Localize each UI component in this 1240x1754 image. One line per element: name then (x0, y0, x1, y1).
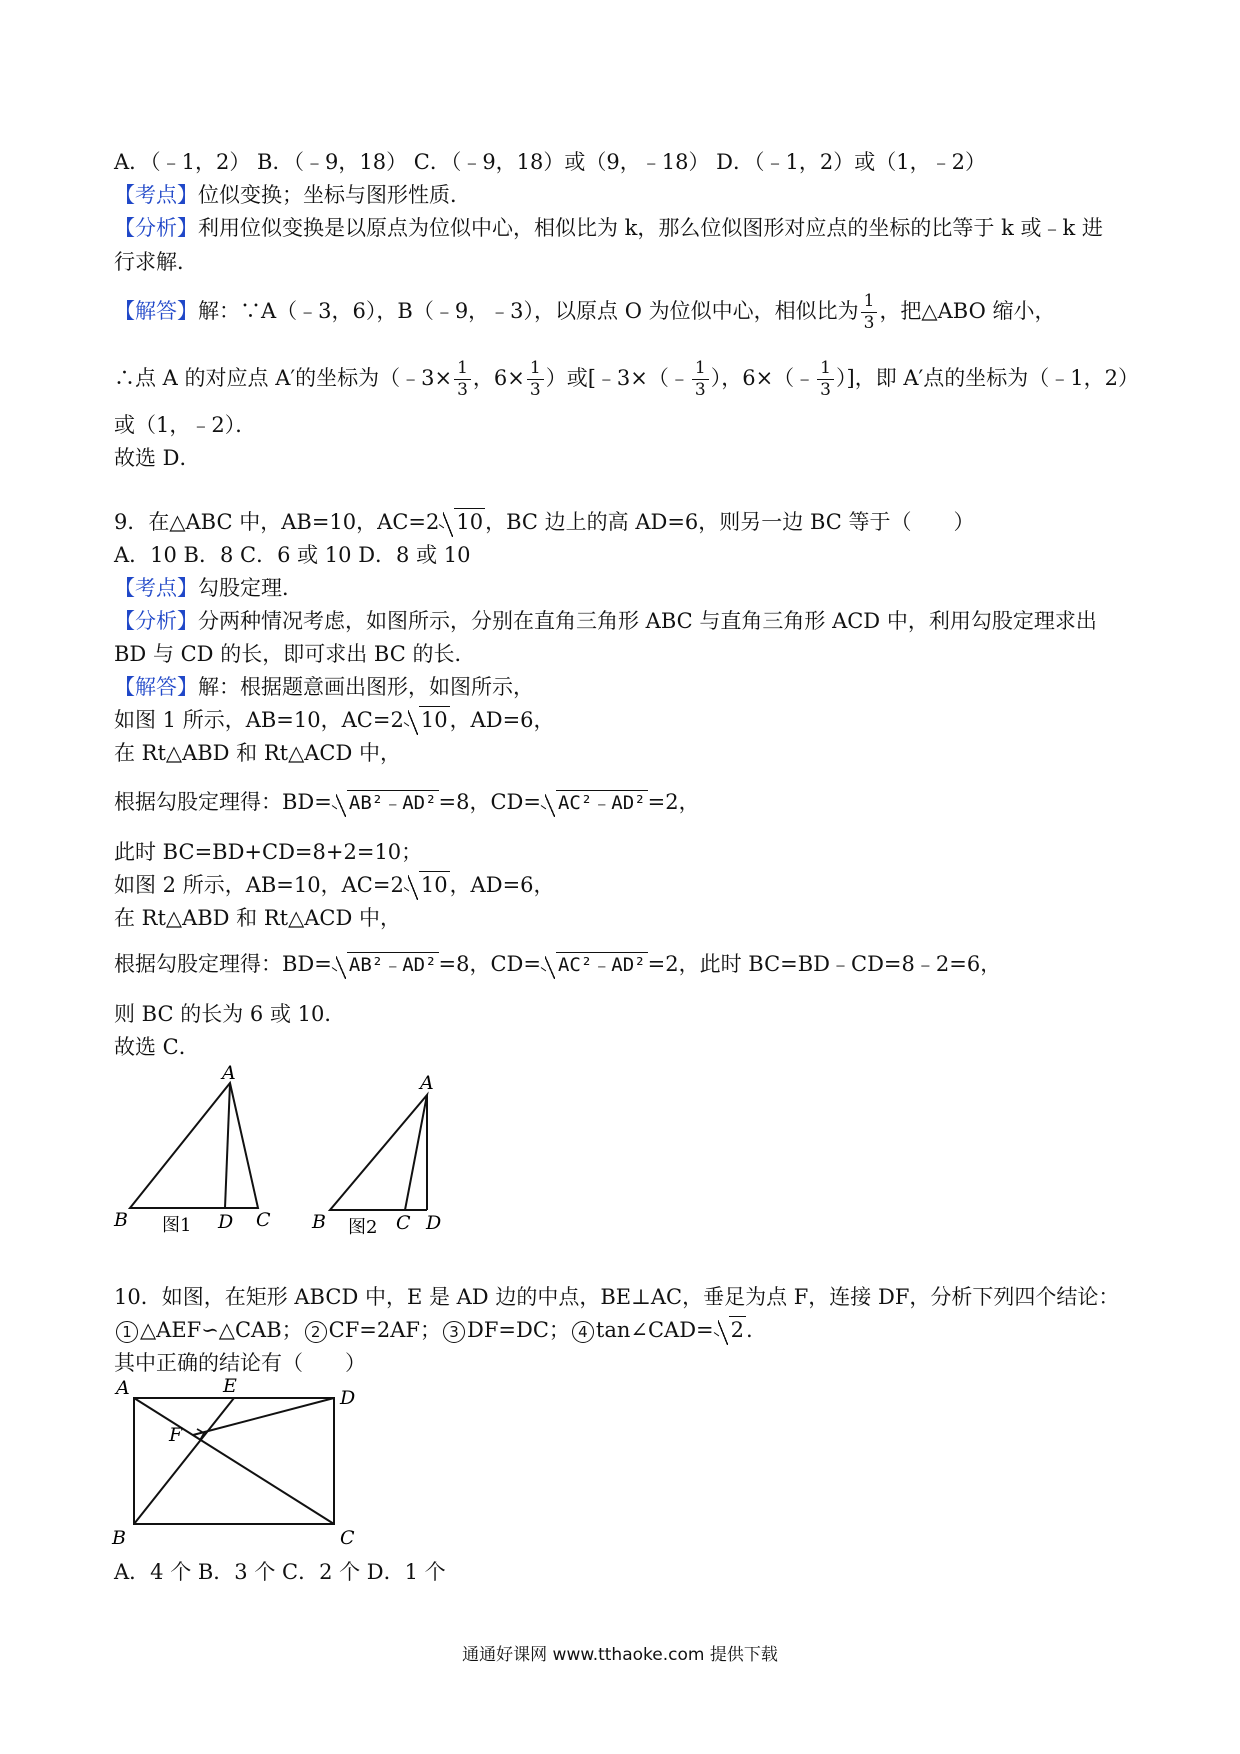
q9-calc2 (114, 952, 1001, 977)
q9-stem-b: ，BC 边上的高 AD=6，则另一边 BC 等于（ ） (485, 510, 975, 534)
q9-fenxi-tag: 【分析】 (114, 609, 198, 633)
q8-coord-d: ），6×（﹣ (710, 366, 816, 390)
fraction-one-third: $\frac{1}{3}$ (861, 293, 878, 332)
q9-fig1-given (114, 708, 555, 733)
q8-jieda-text-end: ，把△ABO 缩小， (879, 299, 1056, 323)
q9-stem-a: 9．在△ABC 中，AB=10，AC=2 (114, 510, 440, 534)
figure-1 (130, 1083, 258, 1208)
q9-kaodian-text: 勾股定理． (198, 576, 303, 600)
q9-figures (100, 1065, 460, 1245)
q9-jieda-text: 解：根据题意画出图形，如图所示， (198, 675, 534, 699)
q9-rt2: 在 Rt△ABD 和 Rt△ACD 中， (114, 906, 402, 930)
triangle-abc-fig1 (130, 1083, 258, 1208)
fig2-label-d: D (426, 1212, 442, 1234)
circled-number-4: 4 (572, 1321, 594, 1343)
q9-calc1-b: =8，CD= (438, 790, 541, 814)
circled-number-2: 2 (305, 1321, 327, 1343)
q8-fenxi-tag: 【分析】 (114, 216, 198, 240)
q10-c2: CF=2AF； (328, 1318, 441, 1342)
circled-number-1: 1 (116, 1321, 138, 1343)
q8-kaodian-tag: 【考点】 (114, 183, 198, 207)
q10-c3: DF=DC； (466, 1318, 570, 1342)
fig2-label-b: B (312, 1211, 326, 1233)
sqrt-ac-ad: AC²﹣AD² (541, 954, 648, 977)
altitude-ad-fig1 (225, 1083, 230, 1208)
fig1-label-a: A (222, 1065, 236, 1084)
fig1-label-d: D (218, 1211, 234, 1233)
q9-jieda (114, 675, 534, 700)
q10-options: A．4 个 B．3 个 C．2 个 D．1 个 (114, 1560, 446, 1584)
q9-fenxi (114, 609, 1097, 634)
sqrt-ab-ad: AB²﹣AD² (332, 954, 439, 977)
q9-calc1-a: 根据勾股定理得：BD= (114, 790, 332, 814)
q9-jieda-tag: 【解答】 (114, 675, 198, 699)
sqrt-ab-ad: AB²﹣AD² (332, 792, 439, 815)
fraction-one-third: $\frac{1}{3}$ (692, 360, 709, 399)
q8-jieda-text: 解：∵A（﹣3，6），B（﹣9，﹣3），以原点 O 为位似中心，相似比为 (198, 299, 859, 323)
figure-2 (330, 1095, 427, 1210)
fraction-one-third: $\frac{1}{3}$ (527, 360, 544, 399)
label-e: E (223, 1378, 237, 1397)
q9-options: A．10 B．8 C．6 或 10 D．8 或 10 (114, 543, 471, 567)
q9-fenxi-text: 分两种情况考虑，如图所示，分别在直角三角形 ABC 与直角三角形 ACD 中，利用勾股定理求出 (198, 609, 1097, 633)
segment-df (193, 1398, 334, 1435)
q10-c4-end: . (746, 1318, 753, 1342)
sqrt-ac-ad: AC²﹣AD² (541, 792, 648, 815)
q8-fenxi (114, 216, 1103, 241)
label-b: B (112, 1527, 126, 1549)
sqrt-10: 10 (439, 510, 485, 535)
q9-sum: 此时 BC=BD+CD=8+2=10； (114, 840, 423, 864)
q9-kaodian (114, 576, 303, 601)
q9-result: 则 BC 的长为 6 或 10． (114, 1002, 346, 1026)
fig2-label-c: C (396, 1212, 411, 1234)
label-c: C (340, 1527, 355, 1549)
q9-fig2-given (114, 873, 555, 898)
circled-number-3: 3 (443, 1321, 465, 1343)
fig2-label-a: A (420, 1072, 434, 1094)
fraction-one-third: $\frac{1}{3}$ (817, 360, 834, 399)
q10-c1: △AEF∽△CAB； (140, 1318, 303, 1342)
q8-coord-c: ）或[﹣3×（﹣ (545, 366, 690, 390)
q8-kaodian-text: 位似变换；坐标与图形性质． (198, 183, 471, 207)
q8-fenxi-cont: 行求解． (114, 250, 198, 274)
fraction-one-third: $\frac{1}{3}$ (454, 360, 471, 399)
triangle-abc-fig2 (330, 1095, 427, 1210)
segment-be (134, 1398, 234, 1524)
q10-ask: 其中正确的结论有（ ） (114, 1351, 366, 1375)
fig2-caption: 图2 (348, 1217, 378, 1238)
q8-jieda-tag: 【解答】 (114, 299, 198, 323)
q8-coord-a: ∴点 A 的对应点 A′的坐标为（﹣3× (114, 366, 453, 390)
q9-fig1-a: 如图 1 所示，AB=10，AC=2 (114, 708, 404, 732)
q8-coord-b: ，6× (472, 366, 525, 390)
q10-stem: 10．如图，在矩形 ABCD 中，E 是 AD 边的中点，BE⊥AC，垂足为点 F，连接 DF，分析下列四个结论： (114, 1285, 1120, 1309)
q9-fig1-b: ，AD=6， (449, 708, 555, 732)
q8-kaodian (114, 183, 471, 208)
sqrt-2: 2 (714, 1318, 746, 1343)
fig1-label-c: C (256, 1209, 271, 1231)
q9-fig2-b: ，AD=6， (449, 873, 555, 897)
q9-stem (114, 510, 975, 535)
sqrt-10: 10 (404, 708, 450, 733)
diagonal-ac (134, 1398, 334, 1524)
q8-coord-e: ）]，即 A′点的坐标为（﹣1，2） (836, 366, 1140, 390)
q9-calc1-c: =2， (647, 790, 700, 814)
label-f: F (169, 1424, 183, 1446)
q9-calc2-b: =8，CD= (438, 952, 541, 976)
q10-c4: tan∠CAD= (595, 1318, 714, 1342)
footer: 通通好课网 www.tthaoke.com 提供下载 (462, 1645, 778, 1665)
q8-jieda-line1 (114, 293, 1055, 332)
label-a: A (116, 1378, 130, 1399)
sqrt-10: 10 (404, 873, 450, 898)
q9-calc2-a: 根据勾股定理得：BD= (114, 952, 332, 976)
q9-calc2-c: =2，此时 BC=BD﹣CD=8﹣2=6， (647, 952, 1002, 976)
q10-conclusions (114, 1318, 753, 1343)
fig1-caption: 图1 (162, 1215, 192, 1236)
label-d: D (340, 1387, 356, 1409)
q9-fenxi-cont: BD 与 CD 的长，即可求出 BC 的长． (114, 642, 476, 666)
q8-options: A．（﹣1，2） B．（﹣9，18） C．（﹣9，18）或（9，﹣18） D．（﹣1，2）或（1，﹣2） (114, 150, 986, 174)
q9-calc1 (114, 790, 700, 815)
q8-jieda-line3: 或（1，﹣2）． (114, 413, 257, 437)
q9-rt1: 在 Rt△ABD 和 Rt△ACD 中， (114, 741, 402, 765)
q8-jieda-line2 (114, 360, 1139, 399)
q9-choose: 故选 C． (114, 1035, 200, 1059)
q9-kaodian-tag: 【考点】 (114, 576, 198, 600)
q9-fig2-a: 如图 2 所示，AB=10，AC=2 (114, 873, 404, 897)
fig1-label-b: B (114, 1209, 128, 1231)
q8-choose: 故选 D． (114, 446, 201, 470)
q8-fenxi-text: 利用位似变换是以原点为位似中心，相似比为 k，那么位似图形对应点的坐标的比等于 k 或﹣k 进 (198, 216, 1103, 240)
q10-figure (100, 1378, 360, 1553)
